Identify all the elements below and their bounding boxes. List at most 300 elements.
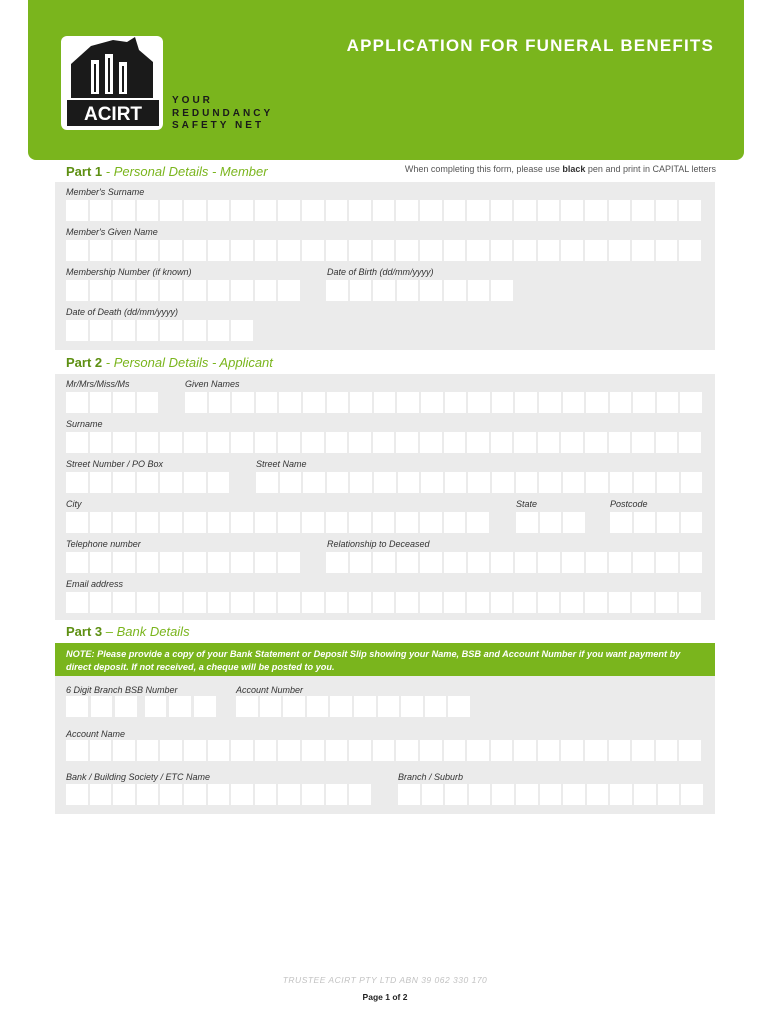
character-box[interactable] <box>585 200 607 221</box>
character-box[interactable] <box>113 320 135 341</box>
character-box[interactable] <box>491 240 513 261</box>
character-box[interactable] <box>184 320 206 341</box>
character-box[interactable] <box>208 240 230 261</box>
character-box[interactable] <box>516 784 538 805</box>
character-box[interactable] <box>256 392 278 413</box>
character-box[interactable] <box>539 472 561 493</box>
character-box[interactable] <box>632 200 654 221</box>
character-box[interactable] <box>208 280 230 301</box>
character-box[interactable] <box>398 784 420 805</box>
salutation-boxes[interactable] <box>66 392 158 413</box>
character-box[interactable] <box>378 696 400 717</box>
character-box[interactable] <box>66 320 88 341</box>
character-box[interactable] <box>90 432 112 453</box>
character-box[interactable] <box>656 740 678 761</box>
character-box[interactable] <box>656 240 678 261</box>
character-box[interactable] <box>350 392 372 413</box>
character-box[interactable] <box>303 392 325 413</box>
character-box[interactable] <box>255 280 277 301</box>
character-box[interactable] <box>396 592 418 613</box>
character-box[interactable] <box>231 200 253 221</box>
character-box[interactable] <box>586 472 608 493</box>
character-box[interactable] <box>421 472 443 493</box>
character-box[interactable] <box>396 512 418 533</box>
applicant-surname-boxes[interactable] <box>66 432 701 453</box>
character-box[interactable] <box>113 472 135 493</box>
character-box[interactable] <box>562 552 584 573</box>
character-box[interactable] <box>278 200 300 221</box>
character-box[interactable] <box>326 240 348 261</box>
character-box[interactable] <box>561 240 583 261</box>
character-box[interactable] <box>137 432 159 453</box>
character-box[interactable] <box>633 392 655 413</box>
character-box[interactable] <box>610 472 632 493</box>
character-box[interactable] <box>184 740 206 761</box>
character-box[interactable] <box>491 740 513 761</box>
character-box[interactable] <box>137 740 159 761</box>
character-box[interactable] <box>515 392 537 413</box>
character-box[interactable] <box>137 592 159 613</box>
character-box[interactable] <box>160 552 182 573</box>
character-box[interactable] <box>113 432 135 453</box>
character-box[interactable] <box>115 696 137 717</box>
character-box[interactable] <box>679 240 701 261</box>
character-box[interactable] <box>231 512 253 533</box>
character-box[interactable] <box>184 592 206 613</box>
character-box[interactable] <box>657 392 679 413</box>
character-box[interactable] <box>137 784 159 805</box>
character-box[interactable] <box>540 784 562 805</box>
character-box[interactable] <box>113 784 135 805</box>
character-box[interactable] <box>278 512 300 533</box>
character-box[interactable] <box>420 512 442 533</box>
character-box[interactable] <box>563 472 585 493</box>
character-box[interactable] <box>231 592 253 613</box>
character-box[interactable] <box>278 240 300 261</box>
character-box[interactable] <box>467 512 489 533</box>
character-box[interactable] <box>255 740 277 761</box>
character-box[interactable] <box>349 740 371 761</box>
character-box[interactable] <box>66 472 88 493</box>
character-box[interactable] <box>113 280 135 301</box>
character-box[interactable] <box>514 200 536 221</box>
character-box[interactable] <box>90 240 112 261</box>
character-box[interactable] <box>609 200 631 221</box>
character-box[interactable] <box>561 432 583 453</box>
character-box[interactable] <box>679 432 701 453</box>
character-box[interactable] <box>349 200 371 221</box>
character-box[interactable] <box>349 432 371 453</box>
character-box[interactable] <box>492 392 514 413</box>
character-box[interactable] <box>326 200 348 221</box>
character-box[interactable] <box>374 392 396 413</box>
character-box[interactable] <box>397 392 419 413</box>
character-box[interactable] <box>373 280 395 301</box>
character-box[interactable] <box>231 240 253 261</box>
character-box[interactable] <box>278 592 300 613</box>
character-box[interactable] <box>632 240 654 261</box>
character-box[interactable] <box>184 280 206 301</box>
character-box[interactable] <box>302 240 324 261</box>
character-box[interactable] <box>658 784 680 805</box>
member-dod-boxes[interactable] <box>66 320 253 341</box>
character-box[interactable] <box>420 740 442 761</box>
character-box[interactable] <box>327 472 349 493</box>
character-box[interactable] <box>307 696 329 717</box>
character-box[interactable] <box>185 392 207 413</box>
character-box[interactable] <box>303 472 325 493</box>
character-box[interactable] <box>538 740 560 761</box>
character-box[interactable] <box>444 240 466 261</box>
character-box[interactable] <box>468 552 490 573</box>
character-box[interactable] <box>208 432 230 453</box>
character-box[interactable] <box>491 200 513 221</box>
street-name-boxes[interactable] <box>256 472 702 493</box>
character-box[interactable] <box>160 320 182 341</box>
character-box[interactable] <box>679 740 701 761</box>
character-box[interactable] <box>561 592 583 613</box>
character-box[interactable] <box>609 592 631 613</box>
character-box[interactable] <box>538 200 560 221</box>
character-box[interactable] <box>160 740 182 761</box>
character-box[interactable] <box>610 784 632 805</box>
character-box[interactable] <box>327 392 349 413</box>
character-box[interactable] <box>468 472 490 493</box>
character-box[interactable] <box>420 552 442 573</box>
character-box[interactable] <box>66 696 88 717</box>
character-box[interactable] <box>278 552 300 573</box>
character-box[interactable] <box>302 592 324 613</box>
character-box[interactable] <box>514 740 536 761</box>
character-box[interactable] <box>397 552 419 573</box>
character-box[interactable] <box>609 552 631 573</box>
character-box[interactable] <box>657 472 679 493</box>
character-box[interactable] <box>113 512 135 533</box>
character-box[interactable] <box>137 552 159 573</box>
character-box[interactable] <box>444 280 466 301</box>
character-box[interactable] <box>514 432 536 453</box>
character-box[interactable] <box>66 240 88 261</box>
character-box[interactable] <box>326 432 348 453</box>
character-box[interactable] <box>632 432 654 453</box>
character-box[interactable] <box>561 200 583 221</box>
character-box[interactable] <box>349 240 371 261</box>
character-box[interactable] <box>160 784 182 805</box>
character-box[interactable] <box>563 512 585 533</box>
character-box[interactable] <box>445 784 467 805</box>
character-box[interactable] <box>681 512 703 533</box>
character-box[interactable] <box>444 740 466 761</box>
character-box[interactable] <box>467 592 489 613</box>
character-box[interactable] <box>137 200 159 221</box>
character-box[interactable] <box>66 552 88 573</box>
character-box[interactable] <box>491 280 513 301</box>
character-box[interactable] <box>467 740 489 761</box>
character-box[interactable] <box>137 280 159 301</box>
street-number-boxes[interactable] <box>66 472 229 493</box>
character-box[interactable] <box>467 200 489 221</box>
character-box[interactable] <box>421 392 443 413</box>
account-number-boxes[interactable] <box>236 696 470 717</box>
character-box[interactable] <box>681 472 703 493</box>
character-box[interactable] <box>679 592 701 613</box>
character-box[interactable] <box>137 512 159 533</box>
bank-name-boxes[interactable] <box>66 784 371 805</box>
character-box[interactable] <box>396 240 418 261</box>
membership-number-boxes[interactable] <box>66 280 300 301</box>
character-box[interactable] <box>680 392 702 413</box>
character-box[interactable] <box>656 200 678 221</box>
character-box[interactable] <box>145 696 167 717</box>
character-box[interactable] <box>585 432 607 453</box>
character-box[interactable] <box>491 592 513 613</box>
character-box[interactable] <box>90 512 112 533</box>
character-box[interactable] <box>680 552 702 573</box>
character-box[interactable] <box>373 552 395 573</box>
character-box[interactable] <box>350 280 372 301</box>
character-box[interactable] <box>194 696 216 717</box>
character-box[interactable] <box>492 784 514 805</box>
character-box[interactable] <box>448 696 470 717</box>
character-box[interactable] <box>255 552 277 573</box>
character-box[interactable] <box>538 592 560 613</box>
character-box[interactable] <box>468 280 490 301</box>
character-box[interactable] <box>184 240 206 261</box>
character-box[interactable] <box>632 592 654 613</box>
character-box[interactable] <box>232 392 254 413</box>
character-box[interactable] <box>66 592 88 613</box>
character-box[interactable] <box>302 512 324 533</box>
character-box[interactable] <box>113 740 135 761</box>
character-box[interactable] <box>113 552 135 573</box>
character-box[interactable] <box>610 512 632 533</box>
character-box[interactable] <box>326 740 348 761</box>
character-box[interactable] <box>160 240 182 261</box>
character-box[interactable] <box>184 200 206 221</box>
character-box[interactable] <box>66 392 88 413</box>
character-box[interactable] <box>160 592 182 613</box>
character-box[interactable] <box>586 552 608 573</box>
character-box[interactable] <box>184 512 206 533</box>
character-box[interactable] <box>278 784 300 805</box>
character-box[interactable] <box>396 740 418 761</box>
character-box[interactable] <box>231 552 253 573</box>
character-box[interactable] <box>468 392 490 413</box>
character-box[interactable] <box>326 552 348 573</box>
character-box[interactable] <box>280 472 302 493</box>
character-box[interactable] <box>160 432 182 453</box>
character-box[interactable] <box>585 740 607 761</box>
character-box[interactable] <box>231 784 253 805</box>
character-box[interactable] <box>137 240 159 261</box>
character-box[interactable] <box>349 592 371 613</box>
character-box[interactable] <box>610 392 632 413</box>
character-box[interactable] <box>634 784 656 805</box>
city-boxes[interactable] <box>66 512 489 533</box>
character-box[interactable] <box>302 200 324 221</box>
character-box[interactable] <box>633 552 655 573</box>
character-box[interactable] <box>326 592 348 613</box>
character-box[interactable] <box>209 392 231 413</box>
character-box[interactable] <box>137 392 159 413</box>
character-box[interactable] <box>231 320 253 341</box>
character-box[interactable] <box>538 552 560 573</box>
character-box[interactable] <box>260 696 282 717</box>
character-box[interactable] <box>184 552 206 573</box>
character-box[interactable] <box>656 552 678 573</box>
character-box[interactable] <box>231 740 253 761</box>
character-box[interactable] <box>160 472 182 493</box>
character-box[interactable] <box>563 392 585 413</box>
character-box[interactable] <box>491 552 513 573</box>
character-box[interactable] <box>349 512 371 533</box>
character-box[interactable] <box>516 472 538 493</box>
character-box[interactable] <box>373 512 395 533</box>
character-box[interactable] <box>656 432 678 453</box>
character-box[interactable] <box>514 240 536 261</box>
character-box[interactable] <box>137 320 159 341</box>
character-box[interactable] <box>66 784 88 805</box>
character-box[interactable] <box>396 200 418 221</box>
character-box[interactable] <box>113 392 135 413</box>
character-box[interactable] <box>113 592 135 613</box>
character-box[interactable] <box>634 512 656 533</box>
character-box[interactable] <box>255 432 277 453</box>
character-box[interactable] <box>425 696 447 717</box>
character-box[interactable] <box>681 784 703 805</box>
character-box[interactable] <box>255 592 277 613</box>
character-box[interactable] <box>373 432 395 453</box>
character-box[interactable] <box>326 784 348 805</box>
character-box[interactable] <box>278 740 300 761</box>
state-boxes[interactable] <box>516 512 585 533</box>
character-box[interactable] <box>444 552 466 573</box>
character-box[interactable] <box>160 280 182 301</box>
character-box[interactable] <box>208 740 230 761</box>
character-box[interactable] <box>420 240 442 261</box>
member-surname-boxes[interactable] <box>66 200 701 221</box>
character-box[interactable] <box>585 240 607 261</box>
character-box[interactable] <box>90 740 112 761</box>
character-box[interactable] <box>632 740 654 761</box>
character-box[interactable] <box>469 784 491 805</box>
character-box[interactable] <box>515 552 537 573</box>
account-name-boxes[interactable] <box>66 740 701 761</box>
character-box[interactable] <box>349 784 371 805</box>
character-box[interactable] <box>66 200 88 221</box>
character-box[interactable] <box>444 432 466 453</box>
character-box[interactable] <box>354 696 376 717</box>
character-box[interactable] <box>444 512 466 533</box>
character-box[interactable] <box>373 592 395 613</box>
character-box[interactable] <box>208 472 230 493</box>
character-box[interactable] <box>656 592 678 613</box>
character-box[interactable] <box>420 592 442 613</box>
character-box[interactable] <box>398 472 420 493</box>
character-box[interactable] <box>374 472 396 493</box>
character-box[interactable] <box>492 472 514 493</box>
character-box[interactable] <box>160 200 182 221</box>
character-box[interactable] <box>420 432 442 453</box>
character-box[interactable] <box>467 240 489 261</box>
character-box[interactable] <box>540 512 562 533</box>
character-box[interactable] <box>90 200 112 221</box>
character-box[interactable] <box>326 512 348 533</box>
character-box[interactable] <box>208 320 230 341</box>
character-box[interactable] <box>538 240 560 261</box>
character-box[interactable] <box>444 592 466 613</box>
character-box[interactable] <box>66 432 88 453</box>
member-dob-boxes[interactable] <box>326 280 513 301</box>
character-box[interactable] <box>279 392 301 413</box>
character-box[interactable] <box>231 432 253 453</box>
character-box[interactable] <box>208 552 230 573</box>
character-box[interactable] <box>561 740 583 761</box>
character-box[interactable] <box>420 280 442 301</box>
character-box[interactable] <box>373 240 395 261</box>
character-box[interactable] <box>420 200 442 221</box>
character-box[interactable] <box>208 512 230 533</box>
character-box[interactable] <box>208 592 230 613</box>
character-box[interactable] <box>256 472 278 493</box>
character-box[interactable] <box>255 512 277 533</box>
character-box[interactable] <box>397 280 419 301</box>
character-box[interactable] <box>587 784 609 805</box>
character-box[interactable] <box>302 740 324 761</box>
relationship-boxes[interactable] <box>326 552 702 573</box>
character-box[interactable] <box>90 552 112 573</box>
character-box[interactable] <box>236 696 258 717</box>
given-names-boxes[interactable] <box>185 392 702 413</box>
character-box[interactable] <box>585 592 607 613</box>
character-box[interactable] <box>467 432 489 453</box>
character-box[interactable] <box>330 696 352 717</box>
character-box[interactable] <box>444 200 466 221</box>
character-box[interactable] <box>66 512 88 533</box>
character-box[interactable] <box>90 784 112 805</box>
postcode-boxes[interactable] <box>610 512 702 533</box>
character-box[interactable] <box>113 240 135 261</box>
character-box[interactable] <box>91 696 113 717</box>
character-box[interactable] <box>514 592 536 613</box>
character-box[interactable] <box>302 432 324 453</box>
telephone-boxes[interactable] <box>66 552 300 573</box>
character-box[interactable] <box>609 432 631 453</box>
bsb-boxes[interactable] <box>66 696 216 717</box>
character-box[interactable] <box>208 784 230 805</box>
character-box[interactable] <box>184 432 206 453</box>
character-box[interactable] <box>401 696 423 717</box>
character-box[interactable] <box>255 240 277 261</box>
character-box[interactable] <box>538 432 560 453</box>
character-box[interactable] <box>491 432 513 453</box>
character-box[interactable] <box>302 784 324 805</box>
character-box[interactable] <box>66 280 88 301</box>
character-box[interactable] <box>160 512 182 533</box>
character-box[interactable] <box>113 200 135 221</box>
character-box[interactable] <box>278 432 300 453</box>
character-box[interactable] <box>350 552 372 573</box>
character-box[interactable] <box>373 740 395 761</box>
character-box[interactable] <box>350 472 372 493</box>
branch-boxes[interactable] <box>398 784 703 805</box>
character-box[interactable] <box>609 240 631 261</box>
character-box[interactable] <box>586 392 608 413</box>
character-box[interactable] <box>539 392 561 413</box>
character-box[interactable] <box>516 512 538 533</box>
character-box[interactable] <box>396 432 418 453</box>
character-box[interactable] <box>422 784 444 805</box>
